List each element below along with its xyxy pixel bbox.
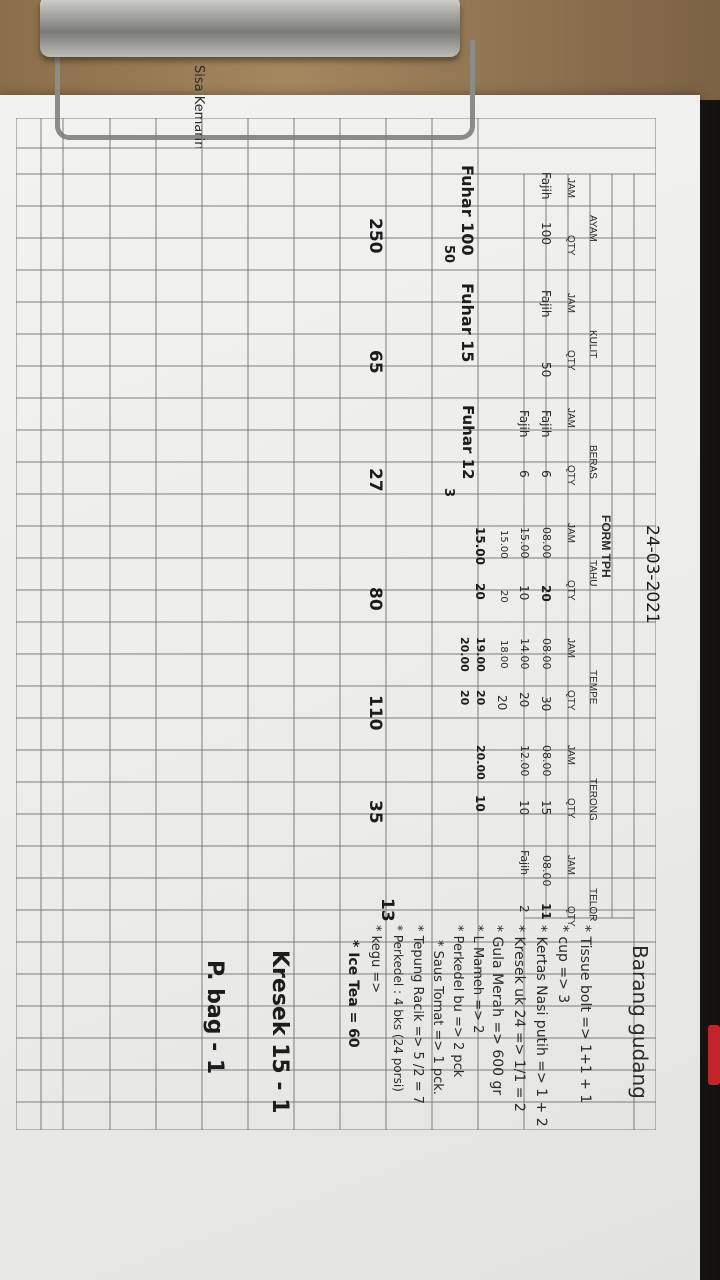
- cell-r3-tempe-qty: 20: [495, 695, 509, 711]
- cell-r1-terong-qty: 15: [539, 800, 553, 816]
- note-line-2: * cup => 3: [555, 925, 571, 1004]
- subheader-telor-qty: QTY: [565, 906, 576, 927]
- cell-r4-ayam-entry: Fuhar 100: [458, 165, 477, 256]
- total-kulit: 65: [365, 350, 385, 374]
- subheader-ayam-qty: QTY: [565, 235, 576, 256]
- red-light: [708, 1025, 720, 1085]
- header-beras: BERAS: [587, 445, 598, 479]
- note-line-1: * Tissue bolt => 1+1 + 1: [577, 925, 593, 1104]
- cell-r4-ayam-entry-2: 50: [441, 245, 456, 264]
- subheader-tahu-jam: JAM: [565, 523, 576, 543]
- cell-r4-tahu-jam: 15.00: [473, 527, 487, 565]
- note-line-6: * L Mameh => 2: [470, 925, 485, 1034]
- clip-bar: [40, 0, 460, 57]
- cell-r2-terong-jam: 12.00: [518, 745, 531, 777]
- cell-r1-ayam-jam: Fajih: [539, 172, 553, 200]
- cell-r2-beras-qty: 6: [517, 470, 531, 478]
- notes-title: Barang gudang: [628, 945, 652, 1099]
- cell-r3-tahu-jam: 15.00: [498, 530, 509, 559]
- note-line-5: * Gula Merah => 600 gr: [489, 925, 505, 1096]
- total-tahu: 80: [365, 587, 385, 611]
- total-tempe: 110: [365, 695, 385, 731]
- cell-r1-terong-jam: 08.00: [540, 745, 553, 777]
- cell-r2-beras-jam: Fajih: [517, 410, 531, 438]
- header-tahu: TAHU: [587, 560, 598, 587]
- subheader-tempe-jam: JAM: [565, 638, 576, 658]
- note-line-3: * Kertas Nasi putih => 1 + 2: [533, 925, 549, 1127]
- cell-r4-tempe-jam-2: 20.00: [458, 637, 471, 672]
- cell-r1-kulit-jam: Fajih: [539, 290, 553, 318]
- note-line-9: * Tepung Racik => 5 /2 = 7: [410, 925, 425, 1105]
- cell-r2-tahu-qty: 10: [517, 585, 531, 601]
- cell-r1-telor-jam: 08.00: [540, 855, 553, 887]
- cell-r4-beras-entry: Fuhar 12: [459, 405, 477, 480]
- header-ayam: AYAM: [587, 215, 598, 242]
- header-kulit: KULIT: [587, 330, 598, 359]
- cell-r1-beras-qty: 6: [539, 470, 553, 478]
- cell-r1-tahu-jam: 08.00: [540, 527, 553, 559]
- header-terong: TERONG: [587, 778, 598, 821]
- note-line-12: * Ice Tea = 60: [345, 940, 361, 1048]
- subheader-beras-jam: JAM: [565, 408, 576, 428]
- total-telor: 13: [377, 898, 397, 922]
- subheader-tahu-qty: QTY: [565, 580, 576, 601]
- note-extra-2: P. bag - 1: [202, 960, 227, 1075]
- cell-r4-tempe-qty: 20: [474, 690, 487, 706]
- cell-r1-beras-jam: Fajih: [539, 410, 553, 438]
- subheader-kulit-qty: QTY: [565, 350, 576, 371]
- subheader-kulit-jam: JAM: [565, 293, 576, 313]
- cell-r1-kulit-qty: 50: [539, 362, 553, 378]
- cell-r2-tempe-jam: 14.00: [518, 638, 531, 670]
- cell-r2-tahu-jam: 15.00: [518, 527, 531, 559]
- cell-r3-tahu-qty: 20: [498, 590, 509, 603]
- note-line-7: * Perkedel bu => 2 pck: [450, 925, 465, 1078]
- cell-r2-telor-jam: Fajih: [518, 850, 531, 876]
- header-telor: TELOR: [587, 888, 598, 922]
- cell-r4-terong-jam: 20.00: [474, 745, 487, 780]
- total-terong: 35: [365, 800, 385, 824]
- subheader-tempe-qty: QTY: [565, 690, 576, 711]
- cell-r4-beras-entry-2: 3: [441, 488, 456, 498]
- cell-r1-ayam-qty: 100: [539, 222, 553, 245]
- note-line-10: * Perkedel : 4 bks (24 porsi): [391, 925, 405, 1092]
- subheader-terong-qty: QTY: [565, 798, 576, 819]
- cell-r1-tahu-qty: 20: [539, 585, 553, 602]
- note-line-8: * Saus Tomat => 1 pck.: [430, 940, 445, 1095]
- cell-r1-tempe-jam: 08.00: [540, 638, 553, 670]
- cell-r2-terong-qty: 10: [517, 800, 531, 816]
- header-tempe: TEMPE: [587, 670, 598, 705]
- cell-r4-tempe-qty-2: 20: [458, 690, 471, 706]
- cell-r1-telor-qty: 11: [539, 903, 553, 920]
- form-title: FORM TPH: [599, 515, 613, 578]
- cell-r4-terong-qty: 10: [473, 795, 487, 812]
- cell-r2-tempe-qty: 20: [517, 692, 531, 708]
- cell-r4-kulit-entry: Fuhar 15: [458, 283, 477, 363]
- subheader-ayam-jam: JAM: [565, 178, 576, 198]
- cell-r2-telor-qty: 2: [517, 905, 531, 913]
- cell-r4-tahu-qty: 20: [473, 583, 487, 600]
- total-ayam: 250: [365, 218, 385, 254]
- note-line-11: * kegu =>: [368, 925, 383, 994]
- total-beras: 27: [365, 468, 385, 492]
- subheader-beras-qty: QTY: [565, 465, 576, 486]
- form-date: 24-03-2021: [642, 525, 662, 624]
- subheader-telor-jam: JAM: [565, 855, 576, 875]
- cell-r3-tempe-jam: 18.00: [498, 640, 509, 669]
- note-extra-1: Kresek 15 - 1: [267, 950, 292, 1114]
- subheader-terong-jam: JAM: [565, 745, 576, 765]
- cell-r1-tempe-qty: 30: [539, 696, 553, 712]
- cell-r4-tempe-jam: 19.00: [474, 637, 487, 672]
- note-line-4: * Kresek uk 24 => 1/1 = 2: [511, 925, 527, 1112]
- side-label: Sisa Kemarin: [191, 65, 206, 150]
